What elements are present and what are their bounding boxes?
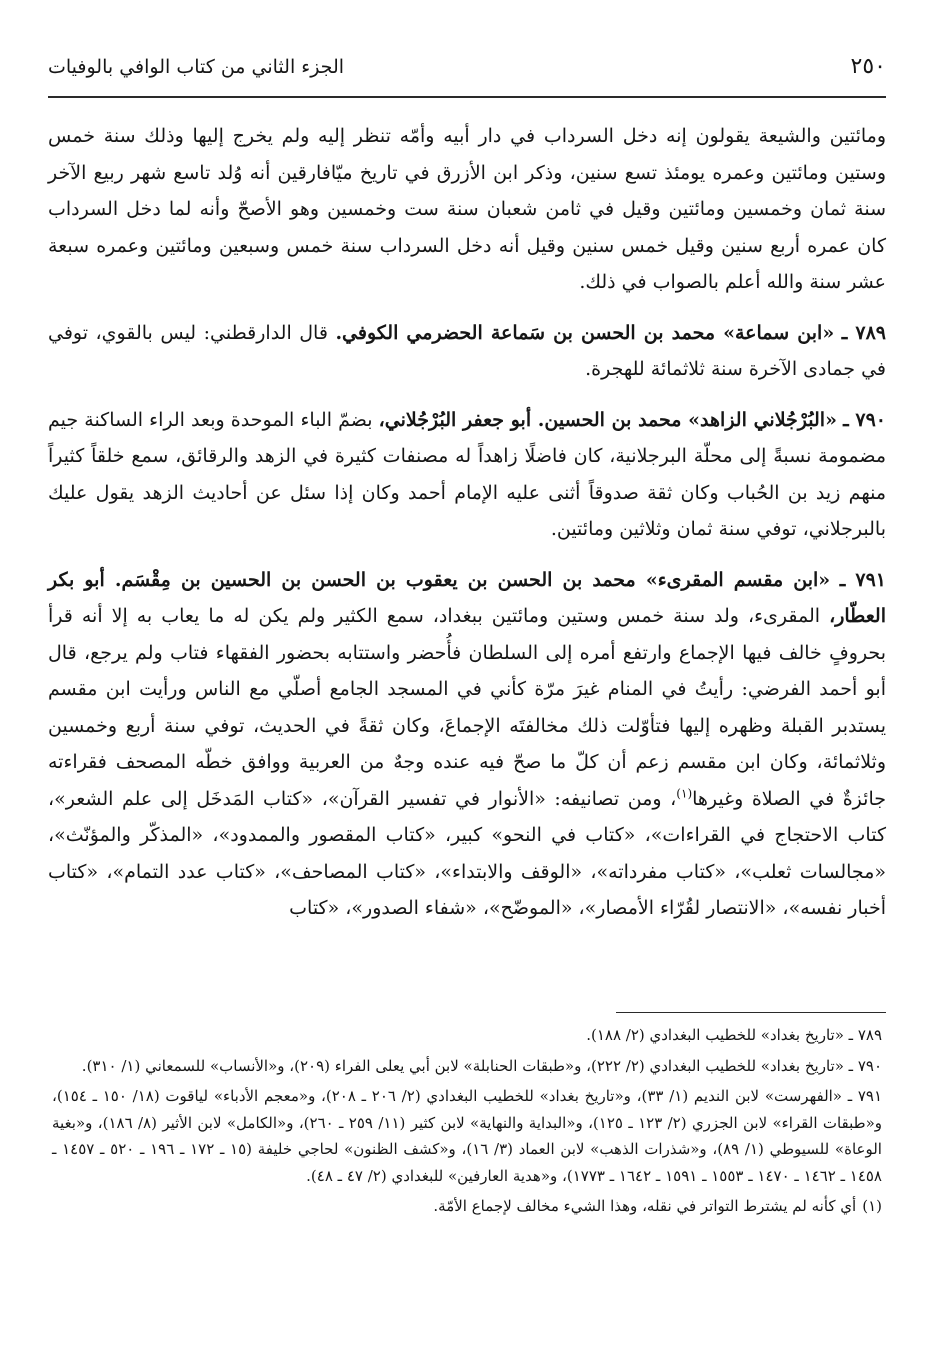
entry-text: المقرىء، ولد سنة خمس وستين ومائتين ببغداد، سمع الكثير ولم يكن له ما يعاب به إلا أنه قرأ بحروفٍ خالف فيها الإجماع وارتفع أمره إلى السلطان فأُحضر واستتابه بحضور الفقهاء فتاب ولم يرجع، قال أبو أحمد الفرضي: رأيتُ في المنام غيرَ مرّة كأني في المسجد الجامع أصلّي مع الناس ورأيت ابن مقسم يستدبر القبلة وظهره إليها فتأوّلت ذلك مخالفتَه الإجماعَ، وكان ثقةً في الحديث، توفي سنة أربع وخمسين وثلاثمائة، وكان ابن مقسم زعم أن كلّ ما صحّ فيه عنده وجهٌ من العربية ووافق خطّه المصحف فقراءته جائزةٌ في الصلاة وغيرها [48, 605, 886, 810]
footnote-1 [52, 1193, 882, 1220]
entry-number: ٧٩١ ـ [839, 568, 886, 591]
footnote-number: (١) [862, 1197, 882, 1215]
entry-791 [48, 562, 886, 927]
paragraph-text: ومائتين والشيعة يقولون إنه دخل السرداب في دار أبيه وأمّه تنظر إليه ولم يخرج إليها وذلك سنة خمس وستين ومائتين وعمره يومئذ تسع سنين، وذكر ابن الأزرق في تاريخ ميّافارقين أنه وُلد تاسع شهر ربيع الآخر سنة ثمان وخمسين ومائتين وقيل في ثامن شعبان سنة ست وخمسين وهو الأصحّ وأنه لما دخل السرداب كان عمره أربع سنين وقيل خمس سنين وقيل أنه دخل السرداب سنة خمس وسبعين ومائتين وعمره سبعة عشر سنة والله أعلم بالصواب في ذلك. [48, 125, 886, 293]
footnote-791: ٧٩١ ـ «الفهرست» لابن النديم (١/ ٣٣)، و«تاريخ بغداد» للخطيب البغدادي (٢/ ٢٠٦ ـ ٢٠٨)، و«معجم الأدباء» لياقوت (١٨/ ١٥٠ ـ ١٥٤)، و«طبقات القراء» لابن الجزري (٢/ ١٢٣ ـ ١٢٥)، و«البداية والنهاية» لابن كثير (١١/ ٢٥٩ ـ ٢٦٠)، و«الكامل» لابن الأثير (٨/ ١٨٦)، و«بغية الوعاة» للسيوطي (١/ ٨٩)، و«شذرات الذهب» لابن العماد (٣/ ١٦)، و«كشف الظنون» لحاجي خليفة (١٥ ـ ١٧٢ ـ ١٩٦ ـ ٥٢٠ ـ ١٤٥٧ ـ ١٤٥٨ ـ ١٤٦٢ ـ ١٤٧٠ ـ ١٥٥٣ ـ ١٥٩١ ـ ١٦٤٢ ـ ١٧٧٣)، و«هدية العارفين» للبغدادي (٢/ ٤٧ ـ ٤٨). [52, 1087, 883, 1185]
entry-text: قال الدارقطني: ليس بالقوي، توفي في جمادى الآخرة سنة ثلاثمائة للهجرة. [48, 321, 886, 380]
entry-heading: «ابن مقسم المقرىء» محمد بن الحسن بن يعقوب بن الحسن بن الحسين بن مِقْسَم. أبو بكر العطّار، [48, 568, 886, 627]
main-text [48, 118, 886, 927]
entry-heading: «البُرْجُلاني الزاهد» محمد بن الحسين. أبو جعفر البُرْجُلاني، [378, 408, 837, 431]
entry-text: بضمّ الباء الموحدة وبعد الراء الساكنة جيم مضمومة نسبةً إلى محلّة البرجلانية، كان فاضلًا زاهداً له مصنفات كثيرة في الزهد والرقائق، سمع خلقاً كثيراً منهم زيد بن الحُباب وكان ثقة صدوقاً أثنى عليه الإمام أحمد وكان إذا سئل عن أحاديث الزهد يقول عليك بالبرجلاني، توفي سنة ثمان وثلاثين ومائتين. [48, 408, 886, 540]
paragraph-continuation [48, 118, 886, 301]
entry-790 [48, 402, 886, 548]
footnotes [52, 1022, 882, 1224]
footnote-divider [616, 1012, 886, 1013]
entry-heading: «ابن سماعة» محمد بن الحسن بن سَماعة الحضرمي الكوفي. [335, 321, 835, 344]
entry-number: ٧٩٠ ـ [843, 408, 886, 431]
entry-number: ٧٨٩ ـ [841, 321, 886, 344]
page-number: ٢٥٠ [850, 54, 886, 79]
footnote-text: أي كأنه لم يشترط التواتر في نقله، وهذا الشيء مخالف لإجماع الأمّة. [433, 1197, 857, 1215]
footnote-marker[interactable]: (١) [676, 786, 693, 801]
entry-text-continued: ، ومن تصانيفه: «الأنوار في تفسير القرآن»، «كتاب المَدخَل إلى علم الشعر»، كتاب الاحتجاج في القراءات»، «كتاب في النحو» كبير، «كتاب المقصور والممدود»، «المذكّر والمؤنّث»، «مجالسات ثعلب»، «كتاب مفرداته»، «الوقف والابتداء»، «كتاب المصاحف»، «كتاب عدد التمام»، «كتاب أخبار نفسه»، «الانتصار لقُرّاء الأمصار»، «الموضّح»، «شفاء الصدور»، «كتاب [48, 787, 886, 919]
entry-789 [48, 315, 886, 388]
footnote-790: ٧٩٠ ـ «تاريخ بغداد» للخطيب البغدادي (٢/ ٢٢٢)، و«طبقات الحنابلة» لابن أبي يعلى الفراء (٢٠٩)، و«الأنساب» للسمعاني (١/ ٣١٠). [81, 1056, 882, 1075]
running-title: الجزء الثاني من كتاب الوافي بالوفيات [48, 56, 345, 78]
page-header [48, 48, 886, 98]
footnote-789: ٧٨٩ ـ «تاريخ بغداد» للخطيب البغدادي (٢/ ١٨٨). [586, 1026, 882, 1044]
